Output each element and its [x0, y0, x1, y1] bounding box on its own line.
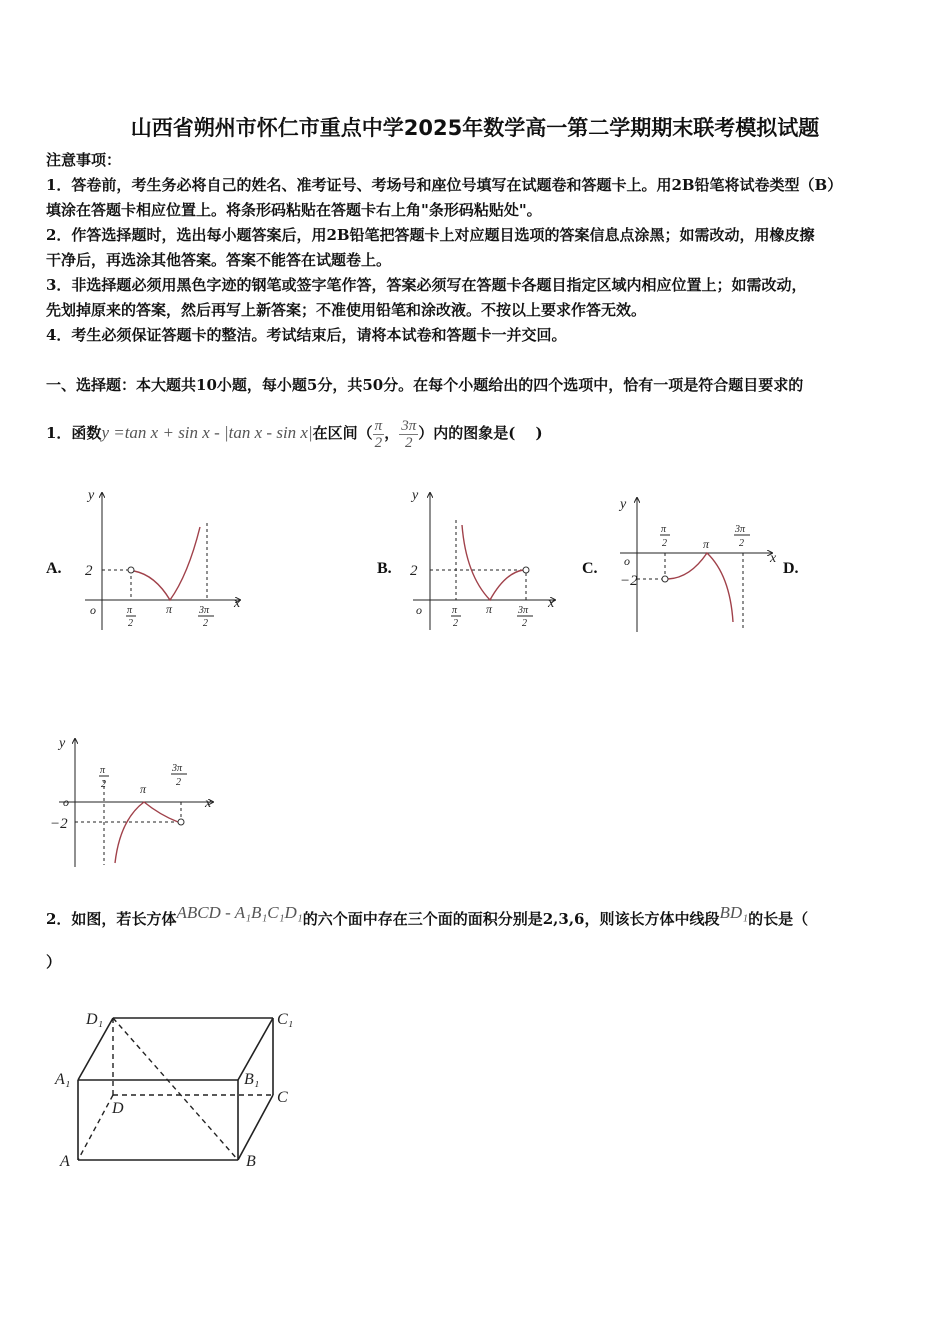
open-point	[523, 567, 529, 573]
q1-suffix: ）内的图象是( )	[418, 424, 543, 442]
q2-prefix: 2．如图，若长方体	[46, 910, 177, 928]
fraction-3pi-half: $\frac{3\pi}{2}$	[401, 417, 417, 451]
svg-text:y: y	[59, 736, 66, 751]
q2-suffix: 的长是（	[748, 910, 809, 928]
svg-text:π: π	[486, 602, 493, 616]
svg-text:π: π	[166, 602, 173, 616]
svg-text:C: C	[277, 1089, 288, 1106]
note-line: 2．作答选择题时，选出每小题答案后，用2B铅笔把答题卡上对应题目选项的答案信息点涂黑；如需改动，用橡皮擦	[46, 226, 815, 244]
note-line: 3．非选择题必须用黑色字迹的钢笔或签字笔作答，答案必须写在答题卡各题目指定区域内相应位置上；如需改动，	[46, 276, 807, 294]
svg-text:B₁: B₁	[244, 1071, 260, 1088]
q1-comma: ，	[384, 424, 400, 442]
graph-option-b	[400, 485, 570, 635]
q2-solid: ABCD - A₁B₁C₁D₁	[176, 903, 303, 922]
svg-text:3π: 3π	[199, 605, 210, 616]
svg-text:3π: 3π	[735, 524, 746, 535]
diagonal-bd1	[113, 1018, 238, 1160]
svg-text:y: y	[620, 497, 627, 512]
svg-text:2: 2	[522, 618, 527, 629]
svg-text:x: x	[548, 596, 555, 611]
q2-close-paren: ）	[46, 953, 62, 971]
svg-text:o: o	[624, 554, 630, 568]
curve	[115, 802, 178, 863]
svg-text:D: D	[112, 1100, 124, 1117]
svg-text:2: 2	[85, 563, 93, 579]
option-d-label: D.	[783, 560, 799, 577]
graph-option-a	[80, 485, 255, 635]
graph-option-d	[45, 735, 220, 870]
svg-text:x: x	[234, 596, 241, 611]
q2-segment: BD₁	[719, 903, 749, 922]
svg-text:2: 2	[101, 779, 106, 790]
svg-text:o: o	[90, 603, 96, 617]
curve	[134, 527, 200, 600]
option-a-label: A.	[46, 560, 62, 577]
cuboid-figure	[50, 1000, 305, 1190]
svg-text:o: o	[416, 603, 422, 617]
svg-text:y: y	[88, 488, 95, 503]
note-line: 4．考生必须保证答题卡的整洁。考试结束后，请将本试卷和答题卡一并交回。	[46, 326, 567, 344]
svg-text:π: π	[140, 782, 147, 796]
svg-text:A: A	[60, 1153, 70, 1170]
open-point	[662, 576, 668, 582]
svg-text:C₁: C₁	[277, 1011, 294, 1028]
note-line: 干净后，再选涂其他答案。答案不能答在试题卷上。	[46, 251, 392, 269]
svg-text:D₁: D₁	[86, 1011, 104, 1028]
fraction-pi-half: $\frac{\pi}{2}$	[374, 417, 383, 451]
open-point	[178, 819, 184, 825]
svg-text:π: π	[127, 605, 133, 616]
q1-prefix: 1．函数	[46, 424, 102, 442]
q2-mid: 的六个面中存在三个面的面积分别是2,3,6，则该长方体中线段	[302, 910, 720, 928]
page-title: 山西省朔州市怀仁市重点中学2025年数学高一第二学期期末联考模拟试题	[130, 116, 820, 140]
q1-formula: y =tan x + sin x - |tan x - sin x|	[101, 423, 313, 442]
svg-text:2: 2	[453, 618, 458, 629]
note-line: 填涂在答题卡相应位置上。将条形码粘贴在答题卡右上角"条形码粘贴处"。	[46, 201, 542, 219]
svg-text:2: 2	[739, 538, 744, 549]
svg-text:2: 2	[176, 777, 181, 788]
notes-heading: 注意事项：	[46, 151, 122, 169]
svg-text:π: π	[703, 537, 710, 551]
open-point	[128, 567, 134, 573]
option-c-label: C.	[582, 560, 598, 577]
option-b-label: B.	[377, 560, 392, 577]
note-line: 1．答卷前，考生务必将自己的姓名、准考证号、考场号和座位号填写在试题卷和答题卡上。用2B铅笔将试卷类型（B）	[46, 176, 843, 194]
svg-text:−2: −2	[50, 816, 68, 832]
q1-mid: 在区间（	[312, 424, 373, 442]
svg-text:y: y	[412, 488, 419, 503]
svg-text:x: x	[205, 796, 212, 811]
curve	[462, 525, 523, 600]
svg-text:o: o	[63, 795, 69, 809]
svg-text:π: π	[452, 605, 458, 616]
svg-text:x: x	[770, 551, 777, 566]
graph-option-c	[600, 490, 785, 635]
curve	[668, 553, 733, 622]
svg-text:3π: 3π	[172, 763, 183, 774]
question-2	[46, 898, 808, 934]
section-heading: 一、选择题：本大题共10小题，每小题5分，共50分。在每个小题给出的四个选项中，恰有一项是符合题目要求的	[46, 376, 804, 394]
question-1	[46, 408, 543, 458]
svg-text:2: 2	[662, 538, 667, 549]
svg-text:−2: −2	[620, 573, 638, 589]
svg-text:π: π	[661, 524, 667, 535]
svg-text:π: π	[100, 765, 106, 776]
svg-text:A₁: A₁	[55, 1071, 71, 1088]
svg-text:2: 2	[128, 618, 133, 629]
svg-text:2: 2	[203, 618, 208, 629]
svg-text:2: 2	[410, 563, 418, 579]
note-line: 先划掉原来的答案，然后再写上新答案；不准使用铅笔和涂改液。不按以上要求作答无效。	[46, 301, 647, 319]
svg-text:B: B	[246, 1153, 256, 1170]
svg-text:3π: 3π	[518, 605, 529, 616]
